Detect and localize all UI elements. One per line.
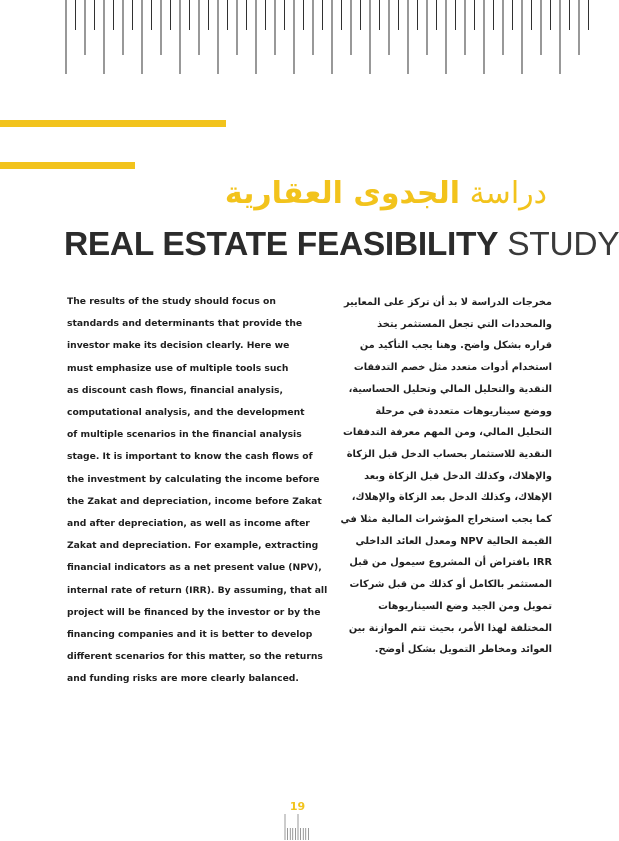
arabic-title [225,172,547,216]
body-line: تمويل ومن الجيد وضع السيناريوهات [378,600,552,612]
body-line: والإهلاك، وكذلك الدخل قبل الزكاة وبعد [364,470,552,482]
body-line: investor make its decision clearly. Here we [67,340,290,352]
body-line: the Zakat and depreciation, income before Zakat [67,495,322,507]
body-line: النقدية والتحليل المالي وتحليل الحساسية، [348,383,552,395]
body-line: computational analysis, and the development [67,407,305,419]
body-line: and after depreciation, as well as income after [67,518,310,530]
footer-ruler-icon [283,814,313,840]
body-line: كما يجب استخراج المؤشرات المالية مثلا في [340,514,552,526]
body-line: internal rate of return (IRR). By assuming, that all [67,584,328,596]
body-line: standards and determinants that provide the [67,318,303,330]
body-line: and funding risks are more clearly balanced. [67,673,299,685]
english-title [64,224,619,266]
arabic-body [327,292,552,661]
body-line: financial indicators as a net present value (NPV), [67,562,322,574]
body-line: القيمة الحالية NPV ومعدل العائد الداخلي [355,535,552,547]
accent-bar-bottom [0,162,135,169]
body-line: المختلفة لهذا الأمر، بحيث تتم الموازنة بين [348,622,552,634]
body-line: الإهلاك، وكذلك الدخل بعد الزكاة والإهلاك، [351,492,552,504]
english-title-bold: REAL ESTATE FEASIBILITY [64,226,499,263]
body-line: والمحددات التي تجعل المستثمر يتخذ [377,318,552,330]
body-line: of multiple scenarios in the financial analysis [67,429,302,441]
body-line: stage. It is important to know the cash flows of [67,451,313,463]
body-line: استخدام أدوات متعدد مثل خصم التدفقات [353,362,552,374]
body-line: المستثمر بالكامل أو كذلك من قبل شركات [349,579,552,591]
body-line: التحليل المالي، ومن المهم معرفة التدفقات [343,427,552,439]
body-line: IRR بافتراض أن المشروع سيمول من قبل [349,557,552,569]
body-line: The results of the study should focus on [67,296,276,307]
body-line: as discount cash flows, financial analysis, [67,384,284,396]
arabic-title-light: دراسة [469,176,547,211]
body-line: مخرجات الدراسة لا بد أن تركز على المعايير [343,297,552,308]
english-title-light: STUDY [507,226,619,263]
body-line: Zakat and depreciation. For example, extracting [67,540,319,552]
body-line: must emphasize use of multiple tools such [67,362,289,374]
accent-bar-top [0,120,226,127]
body-line: project will be financed by the investor or by the [67,606,321,618]
body-line: different scenarios for this matter, so the returns [67,651,323,663]
page-number: 19 [289,800,306,813]
body-line: قراره بشكل واضح. وهنا يجب التأكيد من [359,340,552,352]
body-line: the investment by calculating the income before [67,473,320,485]
body-line: العوائد ومخاطر التمويل بشكل أوضح. [374,644,552,656]
body-line: ووضع سيناريوهات متعددة في مرحلة [375,405,552,417]
body-line: النقدية للاستثمار بحساب الدخل قبل الزكاة [346,448,552,460]
ruler-ticks-decoration [0,0,595,80]
body-line: financing companies and it is better to develop [67,629,313,641]
arabic-title-bold: الجدوى العقارية [224,176,461,211]
english-body [67,291,328,691]
